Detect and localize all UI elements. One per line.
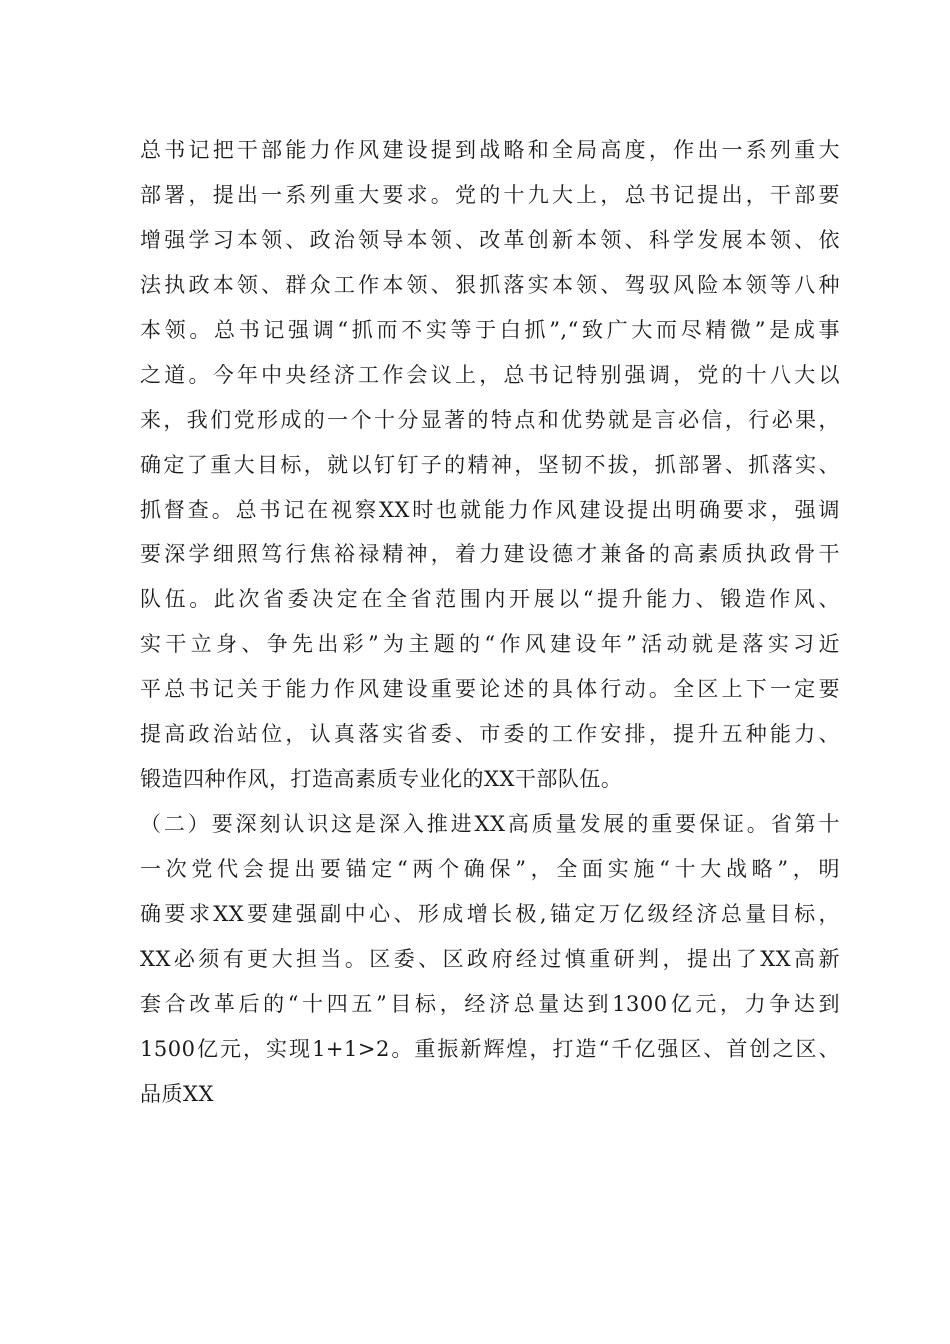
text-line: 提高政治站位，认真落实省委、市委的工作安排，提升五种能力、 [140,722,840,747]
text-line: 抓督查。总书记在视察XX时也就能力作风建设提出明确要求，强调 [140,497,840,522]
text-line: 品质XX [140,1081,214,1106]
text-line: 法执政本领、群众工作本领、狠抓落实本领、驾驭风险本领等八种 [140,272,840,297]
text-line: 来，我们党形成的一个十分显著的特点和优势就是言必信，行必果， [140,407,840,432]
text-line: 套合改革后的“十四五”目标，经济总量达到1300亿元，力争达到 [140,991,840,1016]
text-line: 总书记把干部能力作风建设提到战略和全局高度，作出一系列重大 [140,138,840,162]
text-line: 之道。今年中央经济工作会议上，总书记特别强调，党的十八大以 [140,362,840,387]
text-line: XX必须有更大担当。区委、区政府经过慎重研判，提出了XX高新 [140,946,840,971]
text-line: 一次党代会提出要锚定“两个确保”，全面实施“十大战略”，明 [140,857,840,881]
text-line: （二）要深刻认识这是深入推进XX高质量发展的重要保证。省第十 [140,812,840,837]
text-line: 确定了重大目标，就以钉钉子的精神，坚韧不拔，抓部署、抓落实、 [140,452,840,477]
text-line: 1500亿元，实现1+1>2。重振新辉煌，打造“千亿强区、首创之区、 [140,1036,840,1061]
text-line: 部署，提出一系列重大要求。党的十九大上，总书记提出，干部要 [140,182,840,207]
text-line: 本领。总书记强调“抓而不实等于白抓”,“致广大而尽精微”是成事 [140,317,840,342]
text-line: 实干立身、争先出彩”为主题的“作风建设年”活动就是落实习近 [140,632,840,657]
text-line: 要深学细照笃行焦裕禄精神，着力建设德才兼备的高素质执政骨干 [140,542,840,567]
text-line: 增强学习本领、政治领导本领、改革创新本领、科学发展本领、依 [140,227,840,252]
text-line: 队伍。此次省委决定在全省范围内开展以“提升能力、锻造作风、 [140,587,840,612]
text-line: 确要求XX要建强副中心、形成增长极,锚定万亿级经济总量目标， [140,901,840,926]
text-line: 锻造四种作风，打造高素质专业化的XX干部队伍。 [140,767,623,792]
body-text [140,128,840,1117]
text-line: 平总书记关于能力作风建设重要论述的具体行动。全区上下一定要 [140,677,840,702]
